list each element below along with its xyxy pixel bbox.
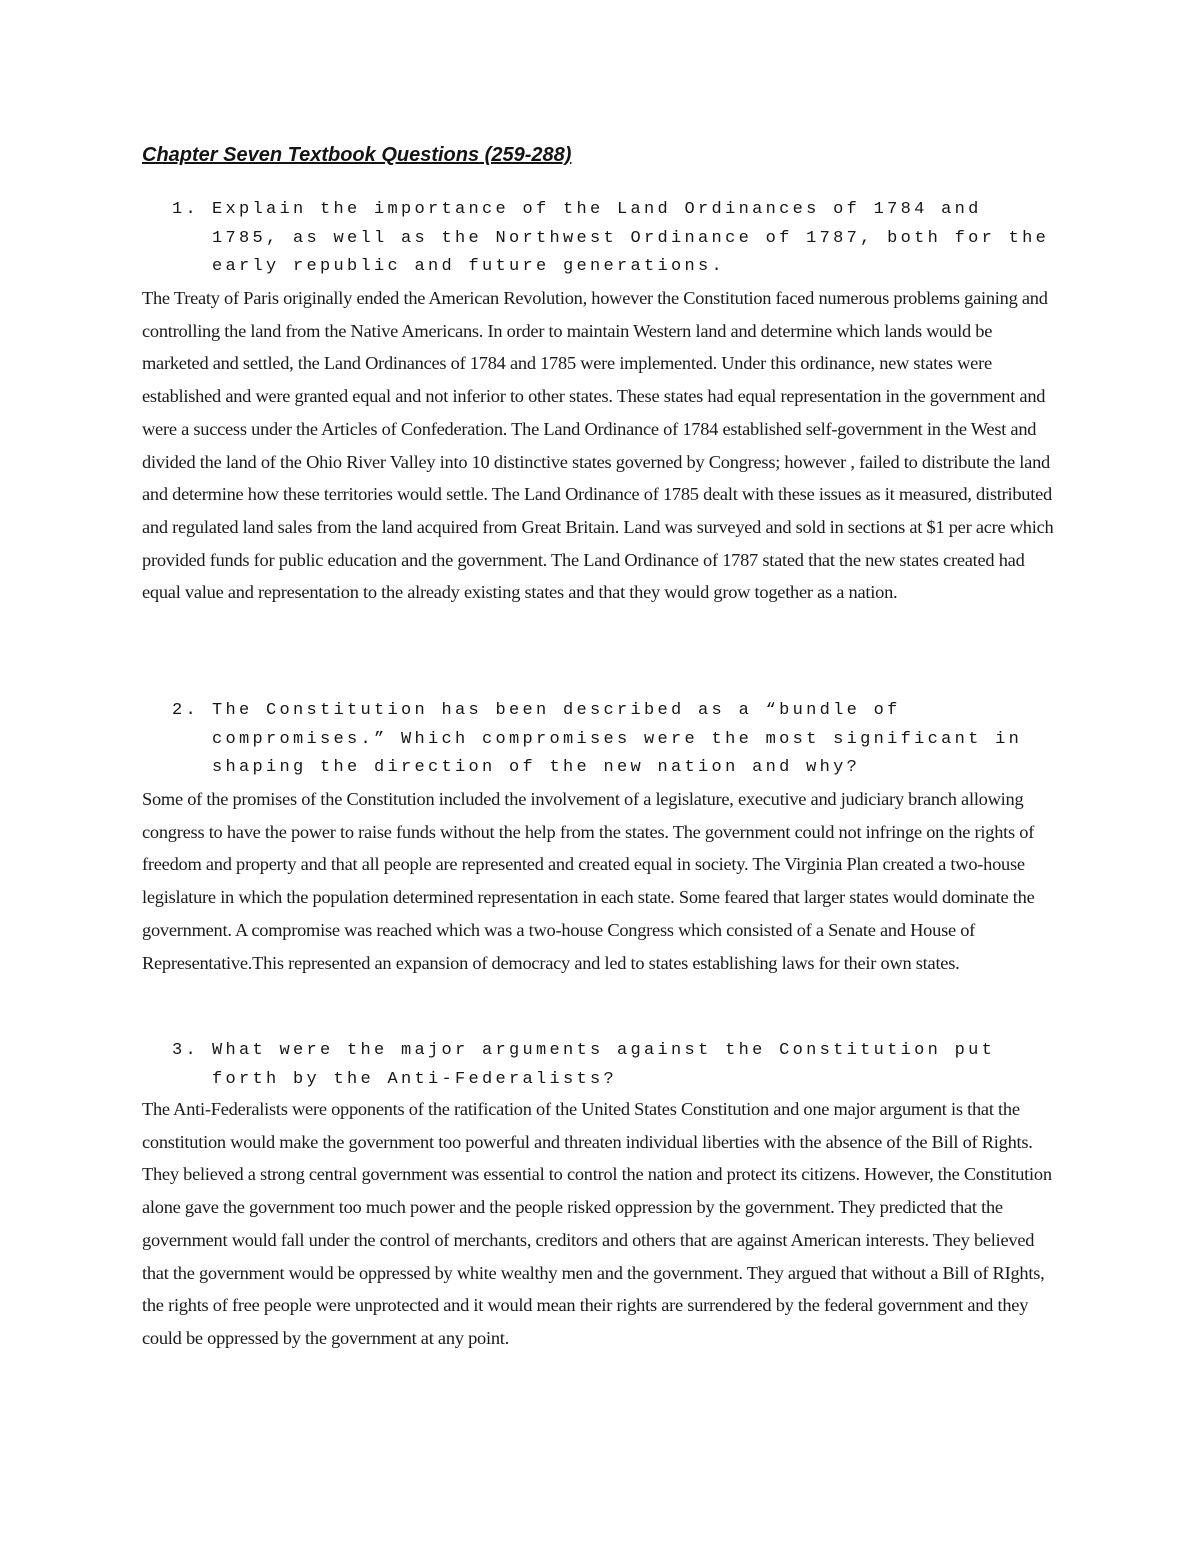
question-number: 1.: [172, 200, 200, 219]
answer-2: Some of the promises of the Constitution included the involvement of a legislature, executive and judiciary branch allowing congress to have the power to raise funds without the help from the states. The government could not infringe on the rights of freedom and property and that all people are represented and created equal in society. The Virginia Plan created a two-house legislature in which the population determined representation in each state. Some feared that larger states would dominate the government. A compromise was reached which was a two-house Congress which consisted of a Senate and House of Representative.This represented an expansion of democracy and led to states establishing laws for their own states.: [142, 789, 1035, 973]
page-title: Chapter Seven Textbook Questions (259-288): [142, 144, 572, 166]
question-text: What were the major arguments against the Constitution put forth by the Anti-Federalists?: [212, 1041, 996, 1089]
question-2: [172, 697, 1052, 783]
question-3: [172, 1037, 1052, 1094]
question-1: [172, 196, 1052, 282]
answer-3: The Anti-Federalists were opponents of the ratification of the United States Constitution and one major argument is that the constitution would make the government too powerful and threaten individual liberties with the absence of the Bill of Rights. They believed a strong central government was essential to control the nation and protect its citizens. However, the Constitution alone gave the government too much power and the people risked oppression by the government. They predicted that the government would fall under the control of merchants, creditors and others that are against American interests. They believed that the government would be oppressed by white wealthy men and the government. They argued that without a Bill of RIghts, the rights of free people were unprotected and it would mean their rights are surrendered by the federal government and they could be oppressed by the government at any point.: [142, 1099, 1052, 1348]
question-text: The Constitution has been described as a “bundle of compromises.” Which compromises were the most significant in shaping the direction of the new nation and why?: [212, 701, 1023, 777]
question-text: Explain the importance of the Land Ordinances of 1784 and 1785, as well as the Northwest Ordinance of 1787, both for the early republic and future generations.: [212, 200, 1050, 276]
question-number: 2.: [172, 701, 200, 720]
question-number: 3.: [172, 1041, 200, 1060]
answer-1: The Treaty of Paris originally ended the American Revolution, however the Constitution faced numerous problems gaining and controlling the land from the Native Americans. In order to maintain Western land and determine which lands would be marketed and settled, the Land Ordinances of 1784 and 1785 were implemented. Under this ordinance, new states were established and were granted equal and not inferior to other states. These states had equal representation in the government and were a success under the Articles of Confederation. The Land Ordinance of 1784 established self-government in the West and divided the land of the Ohio River Valley into 10 distinctive states governed by Congress; however , failed to distribute the land and determine how these territories would settle. The Land Ordinance of 1785 dealt with these issues as it measured, distributed and regulated land sales from the land acquired from Great Britain. Land was surveyed and sold in sections at $1 per acre which provided funds for public education and the government. The Land Ordinance of 1787 stated that the new states created had equal value and representation to the already existing states and that they would grow together as a nation.: [142, 288, 1054, 603]
